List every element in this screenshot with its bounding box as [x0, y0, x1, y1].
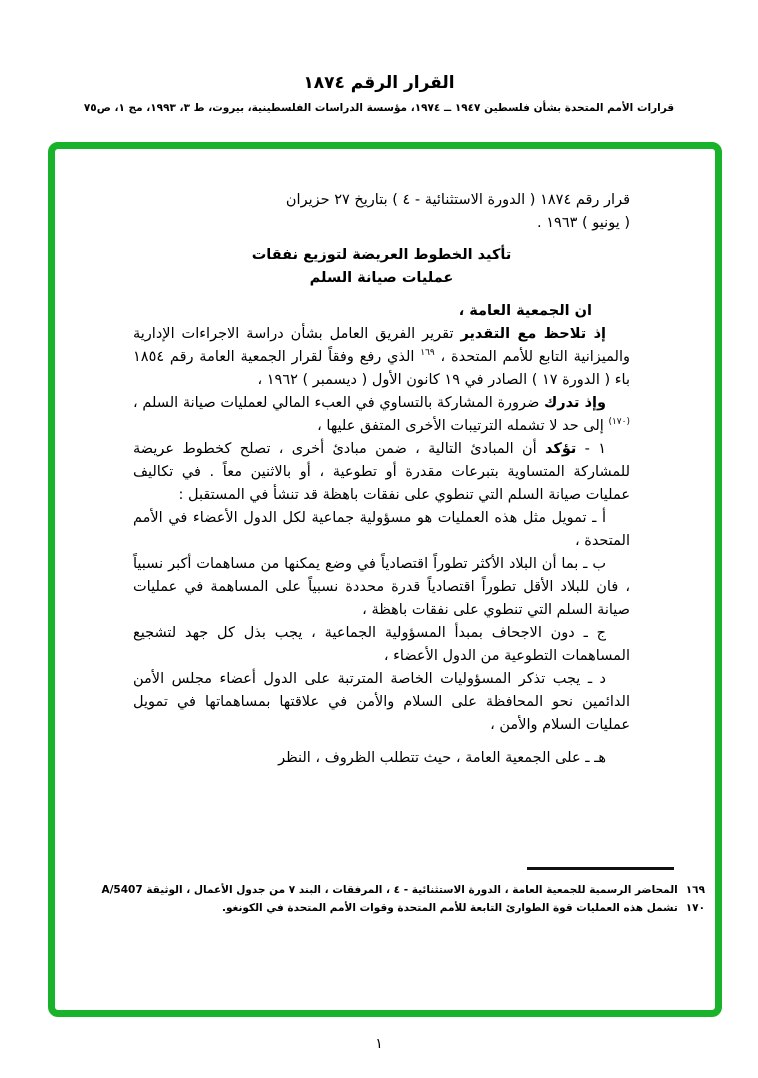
resolution-heading-line1: قرار رقم ١٨٧٤ ( الدورة الاستثنائية - ٤ ) بتاريخ ٢٧ حزيران [285, 192, 630, 208]
paragraph-text: ضرورة المشاركة بالتساوي في العبء المالي لعمليات صيانة السلم ، [133, 395, 545, 411]
paragraph-operative-1 [133, 438, 630, 507]
document-frame [48, 142, 722, 1017]
footnote-ref-170: (١٧٠) [608, 417, 630, 428]
paragraph-text: هـ ـ على الجمعية العامة ، حيث تتطلب الظروف ، النظر [278, 750, 606, 766]
page-header [0, 0, 758, 116]
paragraph-text: أ ـ تمويل مثل هذه العمليات هو مسؤولية جماعية لكل الدول الأعضاء في الأمم المتحدة ، [133, 510, 630, 549]
footnote-number: ١٧٠ [685, 901, 705, 914]
clause-item-a [133, 507, 630, 553]
clause-item-d [133, 668, 630, 737]
footnote-text: تشمل هذه العمليات قوة الطوارئ التابعة للأمم المتحدة وقوات الأمم المتحدة في الكونغو. [221, 901, 678, 914]
clause-item-c [133, 622, 630, 668]
resolution-heading [133, 189, 630, 235]
document-body [133, 189, 630, 770]
document-title: القرار الرقم ١٨٧٤ [303, 73, 455, 93]
paragraph-lead: إذ تلاحظ مع التقدير [460, 326, 606, 342]
footnote-ref-169: ١٦٩ [420, 348, 435, 359]
paragraph-text: ج ـ دون الاجحاف بمبدأ المسؤولية الجماعية ، يجب بذل كل جهد لتشجيع المساهمات التطوعية من الدول الأعضاء ، [133, 625, 630, 664]
page-number: ١ [375, 1036, 383, 1052]
footnote-separator [527, 867, 674, 870]
resolution-heading-line2: ( يونيو ) ١٩٦٣ . [537, 215, 630, 231]
paragraph-lead: وإذ تدرك [544, 395, 606, 411]
paragraph-text: ب ـ بما أن البلاد الأكثر تطوراً اقتصادياً في وضع يمكنها من مساهمات أكبر نسبياً ، فان للبلاد الأقل تطوراً اقتصادياً قدرة محددة نسبياً على المساهمة في عمليات صيانة السلم التي تنطوي على نفقات باهظة ، [133, 556, 630, 618]
footnote-169 [101, 882, 705, 900]
paragraph-preamble-2 [133, 392, 630, 438]
footnote-text: المحاضر الرسمية للجمعية العامة ، الدورة الاستثنائية - ٤ ، المرفقات ، البند ٧ من جدول الأعمال ، الوثيقة A/5407 [101, 884, 678, 896]
resolution-subtitle-line2: عمليات صيانة السلم [309, 270, 454, 286]
footnote-170 [117, 900, 705, 918]
resolution-subtitle-line1: تأكيد الخطوط العريضة لتوزيع نفقات [251, 247, 512, 263]
opening-line: ان الجمعية العامة ، [458, 303, 592, 319]
paragraph-text: إلى حد لا تشمله الترتيبات الأخرى المتفق عليها ، [317, 418, 609, 434]
clause-item-e [133, 747, 630, 770]
footnote-number: ١٦٩ [685, 884, 705, 896]
paragraph-pre: ١ - [576, 441, 607, 457]
footnote-area [101, 867, 705, 917]
paragraph-preamble-1 [133, 323, 630, 392]
paragraph-lead: تؤكد [545, 441, 577, 457]
paragraph-text: الذي رفع وفقاً لقرار الجمعية العامة رقم ١٨٥٤ باء ( الدورة ١٧ ) الصادر في ١٩ كانون الأول ( ديسمبر ) ١٩٦٢ ، [133, 349, 630, 388]
clause-item-b [133, 553, 630, 622]
paragraph-text: أن المبادئ التالية ، ضمن مبادئ أخرى ، تصلح كخطوط عريضة للمشاركة المتساوية بتبرعات مقدرة أو تطوعية ، أو بالاثنين معاً . في تكاليف عمليات صيانة السلم التي تنطوي على نفقات باهظة قد تنشأ في المستقبل : [133, 441, 630, 503]
paragraph-text: د ـ يجب تذكر المسؤوليات الخاصة المترتبة على الدول أعضاء مجلس الأمن الدائمين نحو المحافظة على السلام والأمن في علاقتها بمساهماتها في تمويل عمليات السلام والأمن ، [133, 671, 630, 733]
paragraph-text: تقرير الفريق العامل بشأن دراسة الاجراءات الإدارية والميزانية التابع للأمم المتحدة ، [133, 326, 630, 365]
citation-line: قرارات الأمم المتحدة بشأن فلسطين ١٩٤٧ ــ ١٩٧٤، مؤسسة الدراسات الفلسطينية، بيروت، ط ٣، ١٩٩٣، مج ١، ص٧٥ [83, 102, 675, 114]
